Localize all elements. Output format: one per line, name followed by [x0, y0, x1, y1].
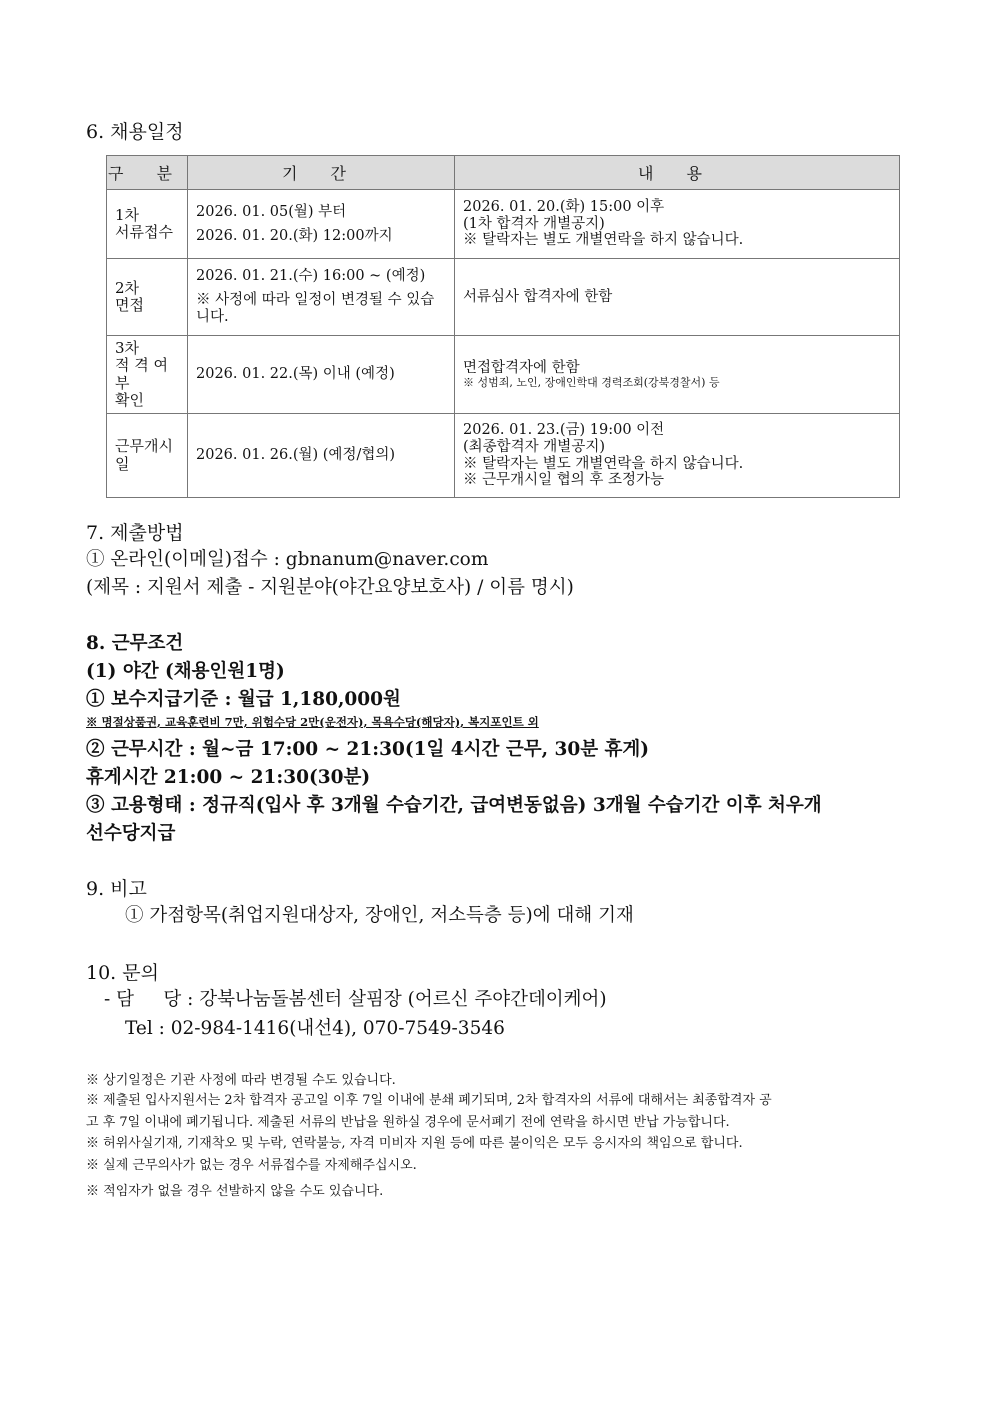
night-shift-subtitle: (1) 야간 (채용인원1명) [86, 661, 285, 682]
period-line: ※ 사정에 따라 일정이 변경될 수 있습니다. [196, 292, 435, 325]
section-10-title: 10. 문의 [86, 962, 159, 984]
content-cell [455, 414, 900, 498]
section-6-title: 6. 채용일정 [86, 121, 184, 143]
content-line: (1차 합격자 개별공지) [463, 215, 605, 232]
period-line: 2026. 01. 22.(목) 이내 (예정) [196, 366, 395, 383]
stage-cell [107, 259, 188, 336]
pay-standard-line: ① 보수지급기준 : 월급 1,180,000원 [86, 689, 401, 710]
period-line: 2026. 01. 21.(수) 16:00 ~ (예정) [196, 268, 426, 285]
footnote: ※ 실제 근무의사가 없는 경우 서류접수를 자제해주십시오. [86, 1158, 417, 1173]
content-line: 면접합격자에 한함 [463, 359, 580, 376]
table-row [107, 259, 900, 336]
period-cell [188, 259, 455, 336]
content-line: 2026. 01. 20.(화) 15:00 이후 [463, 198, 665, 215]
stage-line: 확인 [115, 390, 144, 409]
schedule-table [106, 155, 900, 498]
content-line: ※ 탈락자는 별도 개별연락을 하지 않습니다. [463, 455, 744, 472]
header-period: 기 간 [188, 156, 455, 190]
stage-cell [107, 190, 188, 259]
footnote: 고 후 7일 이내에 폐기됩니다. 제출된 서류의 반납을 원하실 경우에 문서폐기 전에 연락을 하시면 반납 가능합니다. [86, 1115, 730, 1130]
stage-line: 면접 [115, 296, 144, 314]
period-line: 2026. 01. 20.(화) 12:00까지 [196, 227, 393, 244]
contact-tel-line: Tel : 02-984-1416(내선4), 070-7549-3546 [125, 1018, 505, 1039]
table-row [107, 414, 900, 498]
stage-line: 적 격 여 부 [115, 356, 169, 392]
work-hours-line: ② 근무시간 : 월~금 17:00 ~ 21:30(1일 4시간 근무, 30분 휴게) [86, 739, 650, 760]
break-time-line: 휴게시간 21:00 ~ 21:30(30분) [86, 767, 371, 788]
stage-line: 서류접수 [115, 223, 173, 241]
content-cell [455, 336, 900, 414]
footnote: ※ 적임자가 없을 경우 선발하지 않을 수도 있습니다. [86, 1184, 384, 1199]
footnote: ※ 제출된 입사지원서는 2차 합격자 공고일 이후 7일 이내에 분쇄 폐기되며, 2차 합격자의 서류에 대해서는 최종합격자 공 [86, 1093, 772, 1108]
content-note: ※ 성범죄, 노인, 장애인학대 경력조회(강북경찰서) 등 [463, 375, 720, 389]
content-line: ※ 근무개시일 협의 후 조정가능 [463, 472, 665, 489]
period-cell [188, 336, 455, 414]
submission-email-line: ① 온라인(이메일)접수 : gbnanum@naver.com [86, 549, 489, 570]
employment-type-line-cont: 선수당지급 [86, 823, 176, 844]
contact-person-line: - 담 당 : 강북나눔돌봄센터 살핌장 (어르신 주야간데이케어) [104, 989, 607, 1010]
remarks-line: ① 가점항목(취업지원대상자, 장애인, 저소득층 등)에 대해 기재 [125, 905, 634, 926]
period-line: 2026. 01. 05(월) 부터 [196, 203, 347, 220]
table-row [107, 336, 900, 414]
submission-subject-line: (제목 : 지원서 제출 - 지원분야(야간요양보호사) / 이름 명시) [86, 577, 574, 598]
section-9-title: 9. 비고 [86, 878, 147, 900]
content-cell [455, 190, 900, 259]
stage-cell [107, 336, 188, 414]
header-category: 구 분 [107, 156, 188, 190]
stage-line: 1차 [115, 205, 140, 224]
footnote: ※ 허위사실기재, 기재착오 및 누락, 연락불능, 자격 미비자 지원 등에 따른 불이익은 모두 응시자의 책임으로 합니다. [86, 1136, 743, 1151]
stage-line: 3차 [115, 339, 140, 357]
stage-cell [107, 414, 188, 498]
section-8-title: 8. 근무조건 [86, 633, 184, 654]
table-row [107, 190, 900, 259]
content-cell [455, 259, 900, 336]
period-line: 2026. 01. 26.(월) (예정/협의) [196, 447, 396, 464]
content-line: 2026. 01. 23.(금) 19:00 이전 [463, 422, 665, 439]
content-line: 서류심사 합격자에 한함 [463, 288, 613, 305]
employment-type-line: ③ 고용형태 : 정규직(입사 후 3개월 수습기간, 급여변동없음) 3개월 수습기간 이후 처우개 [86, 795, 822, 816]
section-7-title: 7. 제출방법 [86, 522, 184, 544]
stage-line: 2차 [115, 278, 140, 297]
header-content: 내 용 [455, 156, 900, 190]
content-line: (최종합격자 개별공지) [463, 438, 605, 455]
schedule-table-header-row [107, 156, 900, 190]
period-cell [188, 190, 455, 259]
content-line: ※ 탈락자는 별도 개별연락을 하지 않습니다. [463, 232, 744, 249]
stage-line: 근무개시일 [115, 437, 173, 473]
pay-note-line: ※ 명절상품권, 교육훈련비 7만, 위험수당 2만(운전자), 목욕수당(해당자), 복지포인트 외 [86, 715, 539, 729]
period-cell [188, 414, 455, 498]
footnote: ※ 상기일정은 기관 사정에 따라 변경될 수도 있습니다. [86, 1073, 396, 1088]
